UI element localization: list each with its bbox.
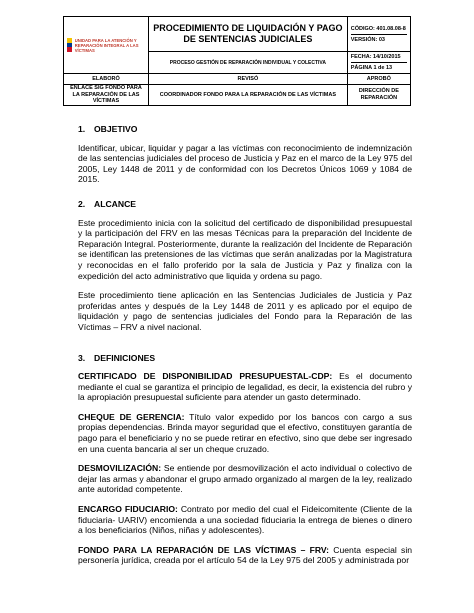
section-heading-definiciones (78, 353, 412, 364)
objetivo-text: Identificar, ubicar, liquidar y pagar a las víctimas con reconocimiento de indemnización de las sentencias judiciales del proceso de Justicia y Paz en el marco de la Ley 975 del 2005, Ley 1448 de 2011 y de conformidad con los Decretos Únicos 1069 y 1084 de 2015. (78, 142, 412, 185)
definition-text: Es el documento mediante el cual se garantiza el principio de legalidad, es decir, la existencia del rubro y la apropiación presupuestal suficiente para atender un gasto determinado. (78, 371, 413, 403)
definition-text: Se entiende por desmovilización el acto individual o colectivo de dejar las armas y abandonar el grupo armado organizado al margen de la ley, realizado ante autoridad competente. (78, 463, 412, 495)
document-title: PROCEDIMIENTO DE LIQUIDACIÓN Y PAGO DE SENTENCIAS JUDICIALES (149, 17, 348, 52)
section-number: 3. (78, 352, 86, 363)
fecha: FECHA: 14/10/2015 (351, 52, 407, 63)
section-heading-alcance (78, 199, 412, 210)
definition-frv (78, 545, 412, 566)
definition-text: Contrato por medio del cual el Fideicomitente (Cliente de la fiduciaria- UARIV) encomienda a una sociedad fiduciaria la entrega de bienes o dinero a los beneficiarios (Niños, niñas y adolescentes). (78, 504, 412, 536)
logo-cell (64, 17, 149, 74)
definition-text: Título valor expedido por los bancos con cargo a sus propias dependencias. Brinda mayor seguridad que el efectivo, constituyen garantía de pago para el beneficiario y no se puede retirar en efectivo, sino que debe ser ingresado en una cuenta bancaria al ser un cheque cruzado. (78, 411, 412, 454)
definition-desmovilizacion (78, 463, 412, 495)
definition-text: Cuenta especial sin personería jurídica, creada por el artículo 54 de la Ley 975 del 2005 y administrada por (78, 544, 413, 566)
definition-term: CERTIFICADO DE DISPONIBILIDAD PRESUPUESTAL-CDP: (78, 371, 333, 382)
definition-term: CHEQUE DE GERENCIA: (78, 411, 185, 422)
reviso-label: REVISÓ (149, 74, 348, 85)
definition-term: FONDO PARA LA REPARACIÓN DE LAS VÍCTIMAS – FRV: (78, 544, 330, 555)
colombia-flag-icon (67, 38, 72, 52)
version: VERSIÓN: 03 (350, 36, 385, 43)
definition-term: DESMOVILIZACIÓN: (78, 463, 162, 474)
aprobo-value: DIRECCIÓN DE REPARACIÓN (347, 85, 410, 106)
elaboro-value: ENLACE SIG FONDO PARA LA REPARACIÓN DE LAS VÍCTIMAS (64, 85, 149, 106)
section-title: OBJETIVO (94, 124, 138, 134)
reviso-value: COORDINADOR FONDO PARA LA REPARACIÓN DE LAS VÍCTIMAS (149, 85, 348, 106)
alcance-paragraph-2: Este procedimiento tiene aplicación en las Sentencias Judiciales de Justicia y Paz proferidas antes y después de la Ley 1448 de 2011 y es aplicado por el equipo de liquidación y pago de sentencias judiciales del Fondo para la Reparación de las Víctimas – FRV a nivel nacional. (78, 290, 412, 332)
section-number: 2. (78, 198, 86, 209)
code-cell (347, 17, 410, 52)
logo (67, 28, 145, 62)
section-title: ALCANCE (94, 198, 137, 209)
definition-term: ENCARGO FIDUCIARIO: (78, 504, 178, 515)
document-body (78, 124, 412, 575)
pagina: PÁGINA 1 de 13 (350, 65, 393, 71)
document-header (63, 16, 411, 106)
logo-text: UNIDAD PARA LA ATENCIÓN Y REPARACIÓN INTEGRAL A LAS VÍCTIMAS (74, 37, 139, 53)
elaboro-label: ELABORÓ (64, 74, 149, 85)
definition-cdp (78, 371, 412, 403)
alcance-paragraph-1: Este procedimiento inicia con la solicitud del certificado de disponibilidad presupuestal y la participación del FRV en las mesas Técnicas para la preparación del Incidente de Reparación Integral. Posteriormente, durante la realización del Incidente de Reparación se identifican las pretensiones de las víctimas que serán analizadas por la Magistratura y reconocidas en el fallo proferido por la sala de Justicia y Paz y finaliza con la expedición del acto administrativo que liquida y ordena su pago. (78, 217, 412, 281)
process-name: PROCESO GESTIÓN DE REPARACIÓN INDIVIDUAL Y COLECTIVA (149, 52, 348, 74)
section-heading-objetivo (78, 124, 412, 135)
date-cell (347, 52, 410, 74)
definition-cheque (78, 412, 412, 454)
section-number: 1. (78, 124, 86, 134)
definition-encargo (78, 504, 412, 536)
codigo: CÓDIGO: 401.08.08-8 (351, 24, 407, 35)
aprobo-label: APROBÓ (347, 74, 410, 85)
section-title: DEFINICIONES (94, 352, 156, 363)
